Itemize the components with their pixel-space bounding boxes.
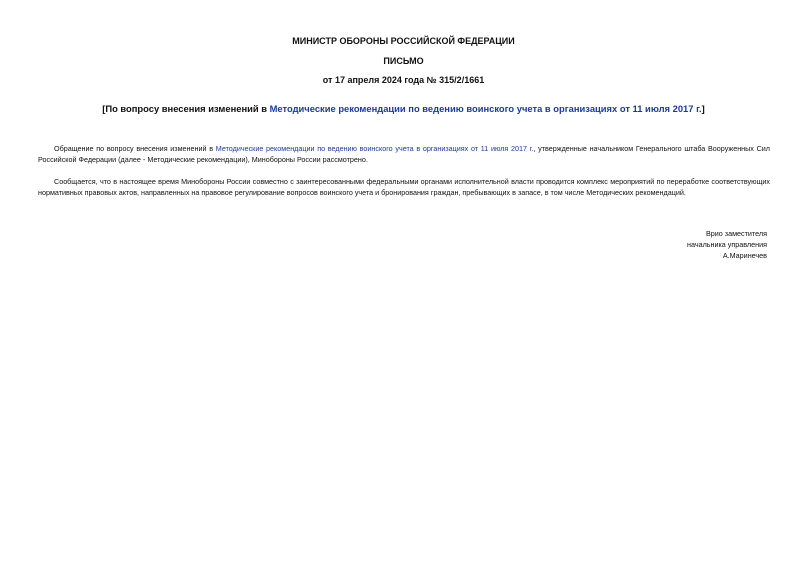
signature-line-2: начальника управления [687, 240, 767, 249]
document-type: ПИСЬМО [383, 56, 424, 66]
ministry-title: МИНИСТР ОБОРОНЫ РОССИЙСКОЙ ФЕДЕРАЦИИ [292, 36, 515, 46]
document-subject [0, 103, 807, 115]
body-paragraph-1 [38, 143, 770, 165]
p1-link[interactable]: Методические рекомендации по ведению воинского учета в организациях от 11 июля 2017 г. [215, 144, 534, 153]
subject-suffix: ] [701, 103, 705, 114]
body-paragraph-2: Сообщается, что в настоящее время Минобороны России совместно с заинтересованными федеральными органами исполнительной власти проводится комплекс мероприятий по переработке соответствующих нормативных правовых актов, направленных на правовое регулирование вопросов воинского учета и бронирования граждан, пребывающих в запасе, в том числе Методических рекомендаций. [38, 177, 770, 197]
document-date-number: от 17 апреля 2024 года № 315/2/1661 [322, 75, 485, 85]
subject-link[interactable]: Методические рекомендации по ведению воинского учета в организациях от 11 июля 2017 г. [269, 103, 702, 114]
p1-after: , утвержденные начальником Генерального штаба Вооруженных Сил Российской Федерации (далее - Методические рекомендации), Минобороны России рассмотрено. [38, 144, 770, 164]
p1-before: Обращение по вопросу внесения изменений в [54, 144, 216, 153]
signature-name: А.Маринечев [722, 251, 767, 260]
signature-line-1: Врио заместителя [706, 229, 767, 238]
subject-prefix: [По вопросу внесения изменений в [102, 103, 270, 114]
signature-block [567, 228, 767, 261]
